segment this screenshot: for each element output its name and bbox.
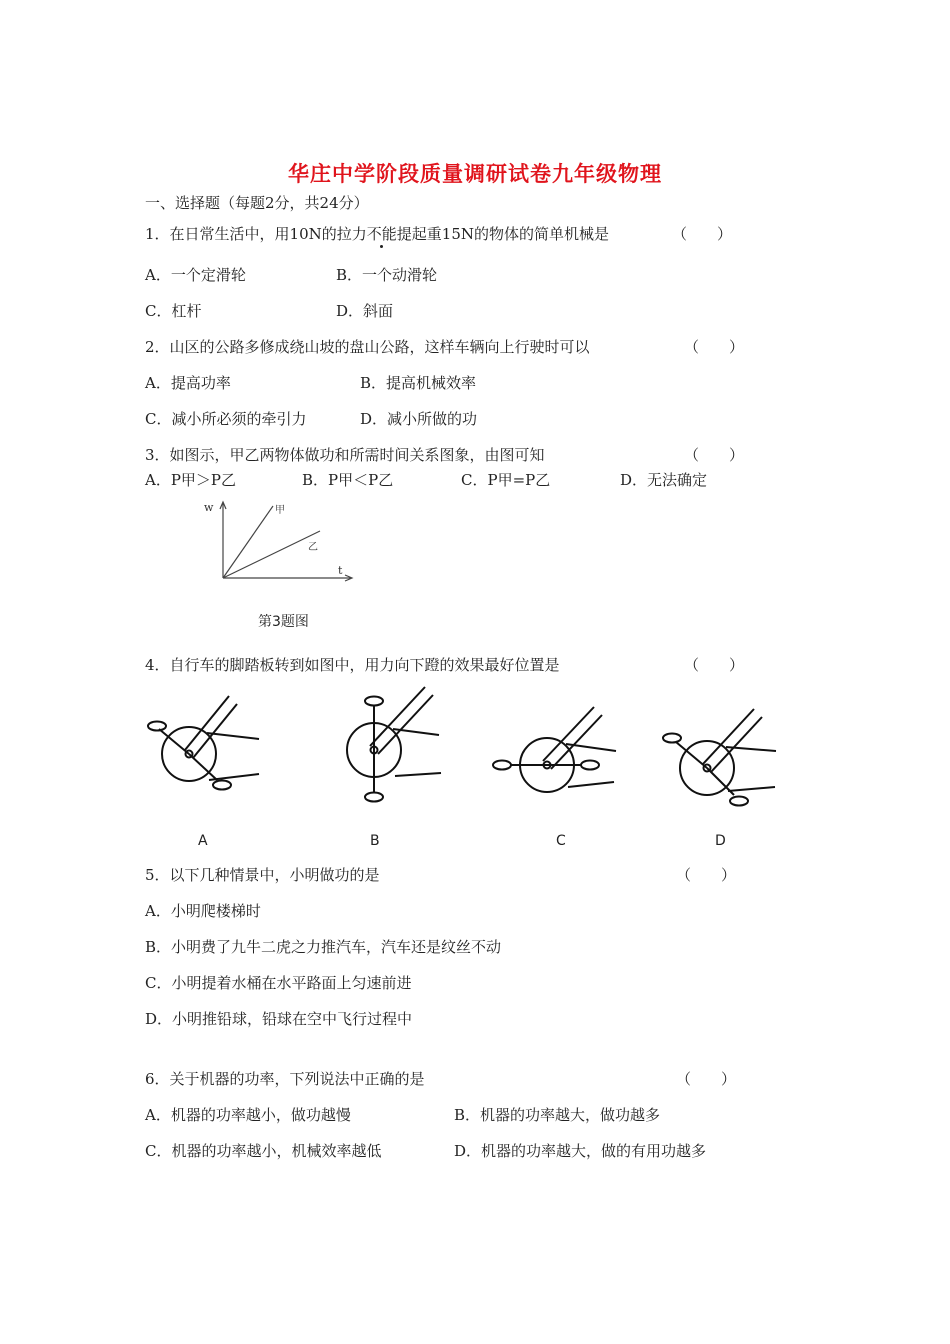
- option-d: D．无法确定: [620, 471, 708, 489]
- option-c: C．减小所必须的牵引力: [145, 410, 307, 428]
- option-d: D．小明推铅球，铅球在空中飞行过程中: [145, 1010, 413, 1028]
- option-b: B．机器的功率越大，做功越多: [454, 1106, 661, 1124]
- option-a: A．P甲＞P乙: [145, 471, 237, 489]
- option-c: C．杠杆: [145, 302, 202, 320]
- option-c: C．小明提着水桶在水平路面上匀速前进: [145, 974, 412, 992]
- option-a: A．提高功率: [145, 374, 231, 392]
- section-heading: 一、选择题（每题2分，共24分）: [145, 194, 369, 212]
- y-axis-label: w: [204, 501, 214, 514]
- option-a: A．小明爬楼梯时: [145, 902, 261, 920]
- question-2-stem: 2．山区的公路多修成绕山坡的盘山公路，这样车辆向上行驶时可以: [145, 338, 590, 356]
- figure-label-d: D: [715, 833, 726, 849]
- option-a: A．机器的功率越小，做功越慢: [145, 1106, 351, 1124]
- figure-caption: 第3题图: [258, 614, 309, 630]
- stem-part: 1．在日常生活中，用10N的拉力: [145, 225, 367, 243]
- line-label-yi: 乙: [308, 542, 318, 553]
- option-b: B．P甲＜P乙: [302, 471, 394, 489]
- answer-paren: （ ）: [684, 656, 745, 674]
- figure-label-a: A: [198, 833, 208, 849]
- line-label-jia: 甲: [275, 505, 285, 516]
- stem-part: 提起重15N的物体的简单机械是: [396, 225, 609, 243]
- question-6-stem: 6．关于机器的功率，下列说法中正确的是: [145, 1070, 425, 1088]
- option-b: B．提高机械效率: [360, 374, 477, 392]
- x-axis-label: t: [338, 564, 343, 577]
- question-4-stem: 4．自行车的脚踏板转到如图中，用力向下蹬的效果最好位置是: [145, 656, 560, 674]
- option-d: D．斜面: [336, 302, 394, 320]
- answer-paren: （ ）: [684, 338, 745, 356]
- answer-paren: （ ）: [684, 446, 745, 464]
- option-d: D．减小所做的功: [360, 410, 478, 428]
- question-3-stem: 3．如图示，甲乙两物体做功和所需时间关系图象，由图可知: [145, 446, 545, 464]
- answer-paren: （ ）: [672, 225, 733, 243]
- pedal-figure-a: [145, 690, 270, 805]
- question-1-stem: [145, 223, 609, 244]
- work-time-graph: [196, 495, 366, 590]
- option-c: C．机器的功率越小，机械效率越低: [145, 1142, 382, 1160]
- answer-paren: （ ）: [676, 866, 737, 884]
- pedal-figure-d: [658, 705, 783, 815]
- option-d: D．机器的功率越大，做的有用功越多: [454, 1142, 707, 1160]
- answer-paren: （ ）: [676, 1070, 737, 1088]
- option-a: A．一个定滑轮: [145, 266, 246, 284]
- figure-label-c: C: [556, 833, 566, 849]
- pedal-figure-c: [488, 705, 618, 805]
- figure-label-b: B: [370, 833, 380, 849]
- page-title: 华庄中学阶段质量调研试卷九年级物理: [288, 161, 662, 186]
- option-c: C．P甲=P乙: [461, 471, 551, 489]
- question-5-stem: 5．以下几种情景中，小明做功的是: [145, 866, 380, 884]
- option-b: B．小明费了九牛二虎之力推汽车，汽车还是纹丝不动: [145, 938, 502, 956]
- emphasized-text: 不能: [366, 225, 397, 243]
- pedal-figure-b: [315, 685, 445, 810]
- option-b: B．一个动滑轮: [336, 266, 438, 284]
